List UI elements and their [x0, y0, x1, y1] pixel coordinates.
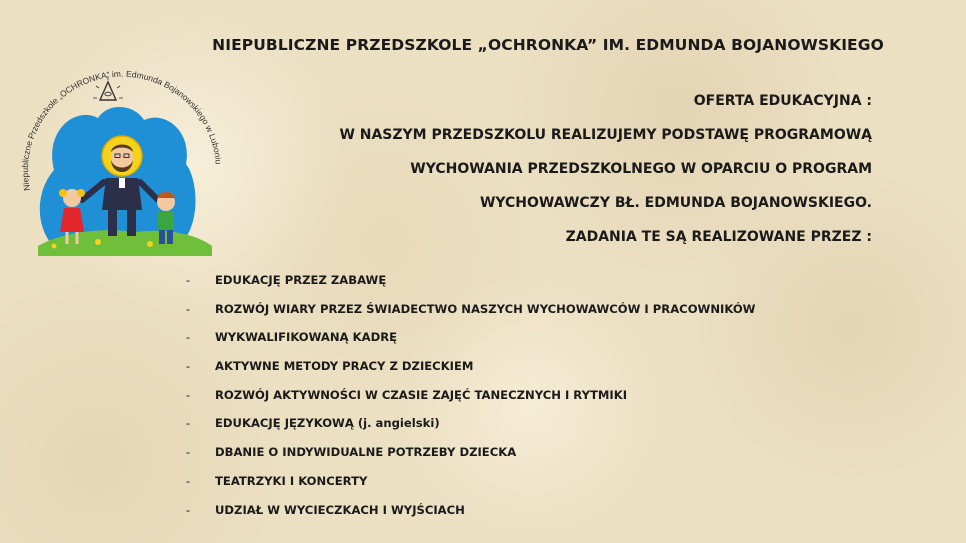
list-item-text: TEATRZYKI I KONCERTY — [215, 473, 368, 488]
list-bullet: - — [186, 445, 191, 460]
list-bullet: - — [186, 273, 191, 287]
page-title: NIEPUBLICZNE PRZEDSZKOLE „OCHRONKA” IM. EDMUNDA BOJANOWSKIEGO — [212, 36, 884, 54]
list-item-text: AKTYWNE METODY PRACY Z DZIECKIEM — [215, 359, 474, 374]
list-item — [186, 328, 755, 357]
list-item-text: DBANIE O INDYWIDUALNE POTRZEBY DZIECKA — [215, 445, 517, 460]
list-bullet: - — [186, 330, 191, 345]
offer-heading: OFERTA EDUKACYJNA : — [693, 93, 872, 109]
logo-arc-text: Niepubliczne Przedszkole „OCHRONKA” im. Edmunda Bojanowskiego w Luboniu — [19, 68, 224, 192]
list-item — [186, 472, 755, 501]
list-bullet: - — [186, 502, 191, 517]
list-item — [186, 357, 755, 386]
list-bullet: - — [186, 473, 191, 488]
offer-line: WYCHOWANIA PRZEDSZKOLNEGO W OPARCIU O PROGRAM — [410, 161, 872, 177]
list-item — [186, 386, 755, 415]
list-bullet: - — [186, 301, 191, 316]
list-item — [186, 414, 755, 443]
list-item-text: UDZIAŁ W WYCIECZKACH I WYJŚCIACH — [215, 502, 465, 517]
kindergarten-logo — [16, 60, 232, 265]
tasks-list — [186, 271, 755, 529]
offer-line: ZADANIA TE SĄ REALIZOWANE PRZEZ : — [565, 229, 872, 245]
list-bullet: - — [186, 387, 191, 402]
list-item — [186, 443, 755, 472]
list-item-text: EDUKACJĘ PRZEZ ZABAWĘ — [215, 273, 387, 287]
list-item-text: ROZWÓJ AKTYWNOŚCI W CZASIE ZAJĘĆ TANECZNYCH I RYTMIKI — [215, 387, 628, 402]
list-item-text: ROZWÓJ WIARY PRZEZ ŚWIADECTWO NASZYCH WYCHOWAWCÓW I PRACOWNIKÓW — [215, 301, 756, 316]
offer-line: WYCHOWAWCZY BŁ. EDMUNDA BOJANOWSKIEGO. — [479, 195, 872, 211]
list-item — [186, 300, 755, 329]
list-item — [186, 501, 755, 530]
list-item-text: EDUKACJĘ JĘZYKOWĄ (j. angielski) — [215, 416, 440, 431]
list-bullet: - — [186, 359, 191, 374]
offer-line: W NASZYM PRZEDSZKOLU REALIZUJEMY PODSTAWĘ PROGRAMOWĄ — [339, 127, 872, 143]
list-item — [186, 271, 755, 300]
list-item-text: WYKWALIFIKOWANĄ KADRĘ — [215, 330, 398, 345]
offer-section — [232, 92, 872, 262]
list-bullet: - — [186, 416, 191, 431]
